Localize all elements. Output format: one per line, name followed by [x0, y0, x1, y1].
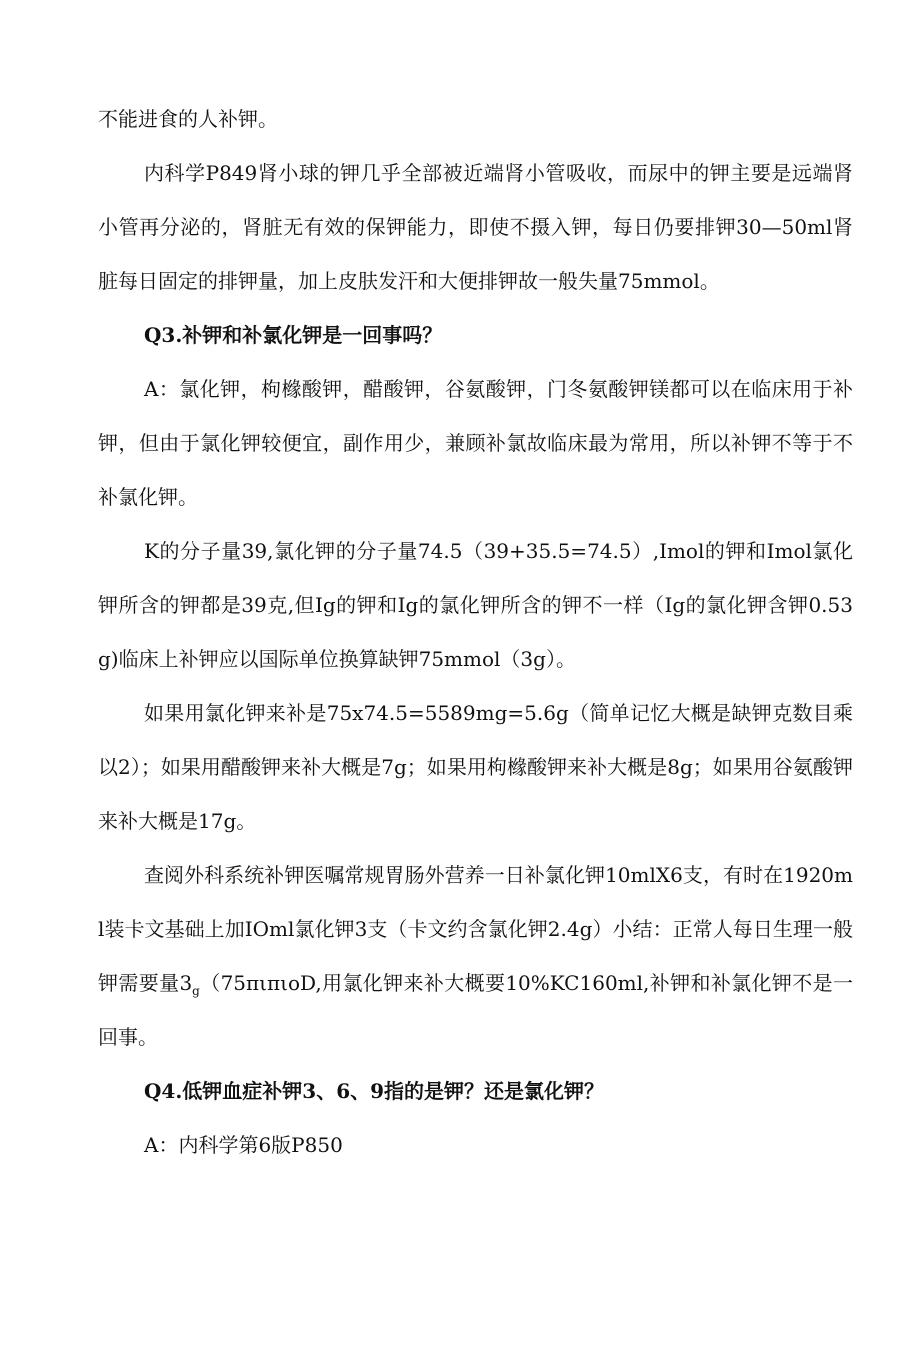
summary-paragraph [98, 848, 853, 1064]
paragraph-2: 内科学P849肾小球的钾几乎全部被近端肾小管吸收，而尿中的钾主要是远端肾小管再分泌的，肾脏无有效的保钾能力，即使不摄入钾，每日仍要排钾30—50ml肾脏每日固定的排钾量，加上皮肤发汗和大便排钾故一般失量75mmol。 [98, 161, 853, 293]
dosage-paragraph: 如果用氯化钾来补是75x74.5=5589mg=5.6g（简单记忆大概是缺钾克数目乘以2）；如果用醋酸钾来补大概是7g；如果用枸橼酸钾来补大概是8g；如果用谷氨酸钾来补大概是17g。 [98, 701, 853, 833]
summary-subscript: g [192, 984, 200, 998]
summary-text-part1: 查阅外科系统补钾医嘱常规胃肠外营养一日补氯化钾10mlX6支，有时在1920ml装卡文基础上加IOml氯化钾3支（卡文约含氯化钾2.4g）小结：正常人每日生理一般钾需要量3 [98, 863, 853, 995]
answer-3-paragraph: A：氯化钾，枸橼酸钾，醋酸钾，谷氨酸钾，门冬氨酸钾镁都可以在临床用于补钾，但由于氯化钾较便宜，副作用少，兼顾补氯故临床最为常用，所以补钾不等于不补氯化钾。 [98, 377, 853, 509]
question-4-heading: Q4.低钾血症补钾3、6、9指的是钾？还是氯化钾？ [144, 1079, 605, 1103]
question-3-heading: Q3.补钾和补氯化钾是一回事吗？ [144, 323, 443, 347]
molecular-weight-paragraph: K的分子量39,氯化钾的分子量74.5（39+35.5=74.5）,Imol的钾和Imol氯化钾所含的钾都是39克,但Ig的钾和Ig的氯化钾所含的钾不一样（Ig的氯化钾含钾0.53g)临床上补钾应以国际单位换算缺钾75mmol（3g）。 [98, 539, 853, 671]
summary-text-part2: （75πιπιoD,用氯化钾来补大概要10%KC160ml,补钾和补氯化钾不是一回事。 [98, 971, 853, 1049]
answer-4-paragraph: A：内科学第6版P850 [144, 1133, 343, 1157]
document-page [98, 92, 853, 1172]
paragraph-1: 不能进食的人补钾。 [98, 107, 278, 131]
